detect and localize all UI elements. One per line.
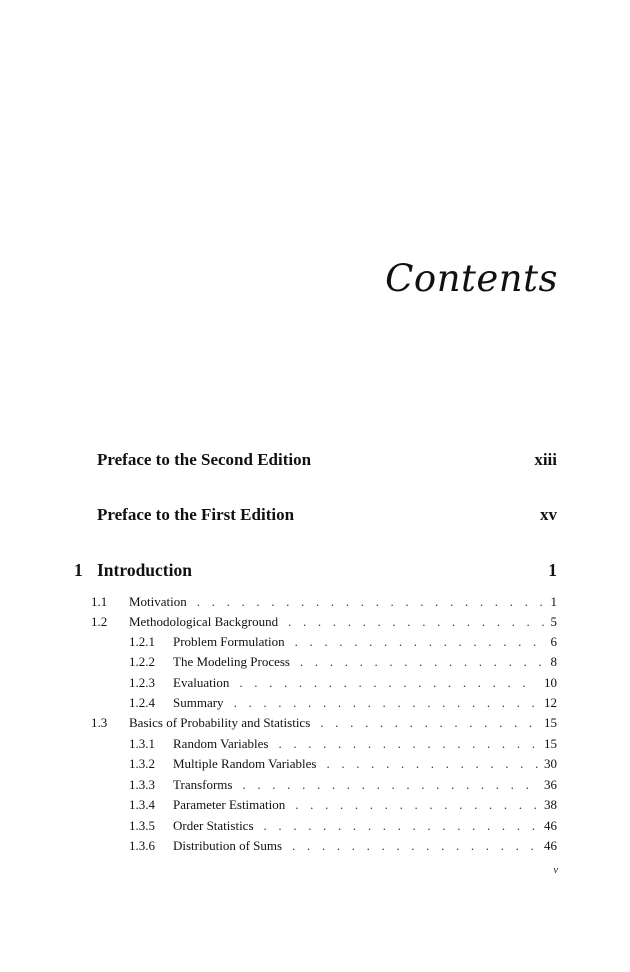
toc-entry-title: Multiple Random Variables (173, 756, 317, 771)
leader-dots (242, 775, 538, 795)
leader-dots (197, 592, 545, 612)
toc-entry-number: 1.2.4 (129, 695, 155, 710)
toc-entry-page: 38 (544, 797, 557, 812)
toc-entry-title: Basics of Probability and Statistics (129, 715, 311, 730)
toc-entry-page: 15 (544, 736, 557, 751)
toc-entry-number: 1.3.5 (129, 818, 155, 833)
toc-subsection-1-2-1[interactable] (129, 632, 557, 652)
toc-entry-title: Evaluation (173, 675, 230, 690)
toc-entry-preface-first[interactable] (97, 504, 557, 526)
toc-entry-title: Summary (173, 695, 224, 710)
toc-entry-page: 36 (544, 777, 557, 792)
toc-entry-number: 1.3 (91, 715, 108, 730)
toc-subsection-1-2-3[interactable] (129, 673, 557, 693)
toc-subsection-1-3-1[interactable] (129, 734, 557, 754)
leader-dots (295, 795, 538, 815)
toc-subsection-1-3-5[interactable] (129, 816, 557, 836)
toc-chapter-number: 1 (74, 560, 83, 580)
toc-entry-number: 1.3.1 (129, 736, 155, 751)
toc-entry-number: 1.3.2 (129, 756, 155, 771)
toc-entry-number: 1.2.3 (129, 675, 155, 690)
toc-section-1-1[interactable] (91, 592, 557, 612)
toc-subsection-1-3-3[interactable] (129, 775, 557, 795)
toc-entry-page: 30 (544, 756, 557, 771)
toc-entry-title: Transforms (173, 777, 233, 792)
toc-entry-number: 1.3.3 (129, 777, 155, 792)
leader-dots (288, 612, 544, 632)
toc-subsection-1-2-2[interactable] (129, 652, 557, 672)
toc-entry-title: The Modeling Process (173, 654, 290, 669)
toc-chapter-title: Introduction (97, 560, 192, 580)
leader-dots (326, 754, 538, 774)
toc-section-1-3[interactable] (91, 713, 557, 733)
toc-entry-title: Methodological Background (129, 614, 279, 629)
page-number: v (553, 865, 558, 876)
toc-entry-number: 1.3.6 (129, 838, 155, 853)
toc-entry-page: 46 (544, 838, 557, 853)
leader-dots (239, 673, 538, 693)
toc-entry-page: 8 (550, 654, 557, 669)
toc-entry-page: xiii (534, 450, 557, 469)
leader-dots (320, 713, 538, 733)
page-title: Contents (385, 257, 558, 300)
toc-entry-page: 46 (544, 818, 557, 833)
toc-entry-title: Order Statistics (173, 818, 254, 833)
leader-dots (295, 632, 545, 652)
toc-subsection-1-3-6[interactable] (129, 836, 557, 856)
toc-entry-page: 1 (550, 594, 557, 609)
toc-entry-page: 15 (544, 715, 557, 730)
toc-entry-title: Distribution of Sums (173, 838, 283, 853)
toc-section-1-2[interactable] (91, 612, 557, 632)
toc-entry-number: 1.2 (91, 614, 108, 629)
toc-entry-page: 10 (544, 675, 557, 690)
toc-entry-title: Problem Formulation (173, 634, 285, 649)
toc-subsection-1-3-4[interactable] (129, 795, 557, 815)
leader-dots (278, 734, 538, 754)
toc-entry-title: Random Variables (173, 736, 269, 751)
toc-entry-page: 5 (550, 614, 557, 629)
leader-dots (234, 693, 538, 713)
toc-subsection-1-2-4[interactable] (129, 693, 557, 713)
leader-dots (300, 652, 545, 672)
toc-subsection-1-3-2[interactable] (129, 754, 557, 774)
toc-entry-title: Parameter Estimation (173, 797, 286, 812)
toc-chapter-1[interactable] (74, 559, 557, 581)
toc-entry-number: 1.2.2 (129, 654, 155, 669)
toc-chapter-page: 1 (548, 560, 557, 580)
toc-entry-number: 1.3.4 (129, 797, 155, 812)
toc-entry-preface-second[interactable] (97, 449, 557, 471)
leader-dots (292, 836, 538, 856)
toc-entry-page: xv (540, 505, 557, 524)
leader-dots (264, 816, 538, 836)
toc-entry-number: 1.1 (91, 594, 108, 609)
toc-entry-title: Motivation (129, 594, 187, 609)
toc-entry-title: Preface to the Second Edition (97, 450, 312, 469)
toc-entry-page: 12 (544, 695, 557, 710)
toc-entry-page: 6 (550, 634, 557, 649)
toc-entry-number: 1.2.1 (129, 634, 155, 649)
toc-entry-title: Preface to the First Edition (97, 505, 295, 524)
